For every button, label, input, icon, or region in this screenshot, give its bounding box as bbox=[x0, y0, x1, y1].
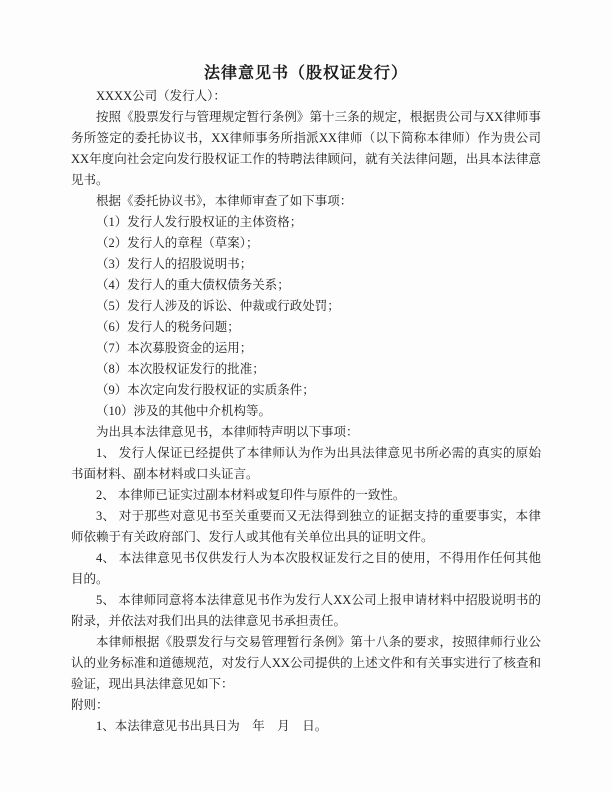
document-title: 法律意见书（股权证发行） bbox=[203, 65, 408, 82]
review-item-9: （9）本次定向发行股权证的实质条件； bbox=[96, 383, 315, 397]
declaration-item-5: 5、 本律师同意将本法律意见书作为发行人XX公司上报申请材料中招股说明书的附录，并依法对我们出具的法律意见书承担责任。 bbox=[71, 593, 541, 628]
declaration-intro: 为出具本法律意见书，本律师特声明以下事项： bbox=[96, 425, 359, 439]
review-item-3: （3）发行人的招股说明书； bbox=[96, 257, 253, 271]
addressee-line: XXXX公司（发行人）： bbox=[96, 89, 226, 103]
declaration-item-2: 2、 本律师已证实过副本材料或复印件与原件的一致性。 bbox=[96, 488, 406, 502]
closing-paragraph: 本律师根据《股票发行与交易管理暂行条例》第十八条的要求，按照律师行业公认的业务标准和道德规范，对发行人XX公司提供的上述文件和有关事实进行了核查和验证，现出具法律意见如下： bbox=[71, 635, 541, 691]
review-item-10: （10）涉及的其他中介机构等。 bbox=[96, 404, 272, 418]
review-item-2: （2）发行人的章程（草案）； bbox=[96, 236, 259, 250]
appendix-label: 附则： bbox=[71, 698, 109, 712]
intro-paragraph-2: 根据《委托协议书》，本律师审查了如下事项： bbox=[96, 194, 353, 208]
review-item-5: （5）发行人涉及的诉讼、仲裁或行政处罚； bbox=[96, 299, 340, 313]
review-item-4: （4）发行人的重大债权债务关系； bbox=[96, 278, 290, 292]
review-item-6: （6）发行人的税务问题； bbox=[96, 320, 240, 334]
review-item-7: （7）本次募股资金的运用； bbox=[96, 341, 253, 355]
review-item-8: （8）本次股权证发行的批准； bbox=[96, 362, 265, 376]
appendix-item-1: 1、本法律意见书出具日为 年 月 日。 bbox=[96, 719, 328, 733]
declaration-item-4: 4、 本法律意见书仅供发行人为本次股权证发行之目的使用，不得用作任何其他目的。 bbox=[71, 551, 541, 586]
declaration-item-3: 3、 对于那些对意见书至关重要而又无法得到独立的证据支持的重要事实，本律师依赖于有关政府部门、发行人或其他有关单位出具的证明文件。 bbox=[71, 509, 541, 544]
intro-paragraph-1: 按照《股票发行与管理规定暂行条例》第十三条的规定，根据贵公司与XX律师事务所签定的委托协议书，XX律师事务所指派XX律师（以下简称本律师）作为贵公司XX年度向社会定向发行股权证工作的特聘法律顾问，就有关法律问题，出具本法律意见书。 bbox=[71, 110, 541, 187]
review-item-1: （1）发行人发行股权证的主体资格； bbox=[96, 215, 303, 229]
declaration-item-1: 1、 发行人保证已经提供了本律师认为作为出具法律意见书所必需的真实的原始书面材料、副本材料或口头证言。 bbox=[71, 446, 541, 481]
